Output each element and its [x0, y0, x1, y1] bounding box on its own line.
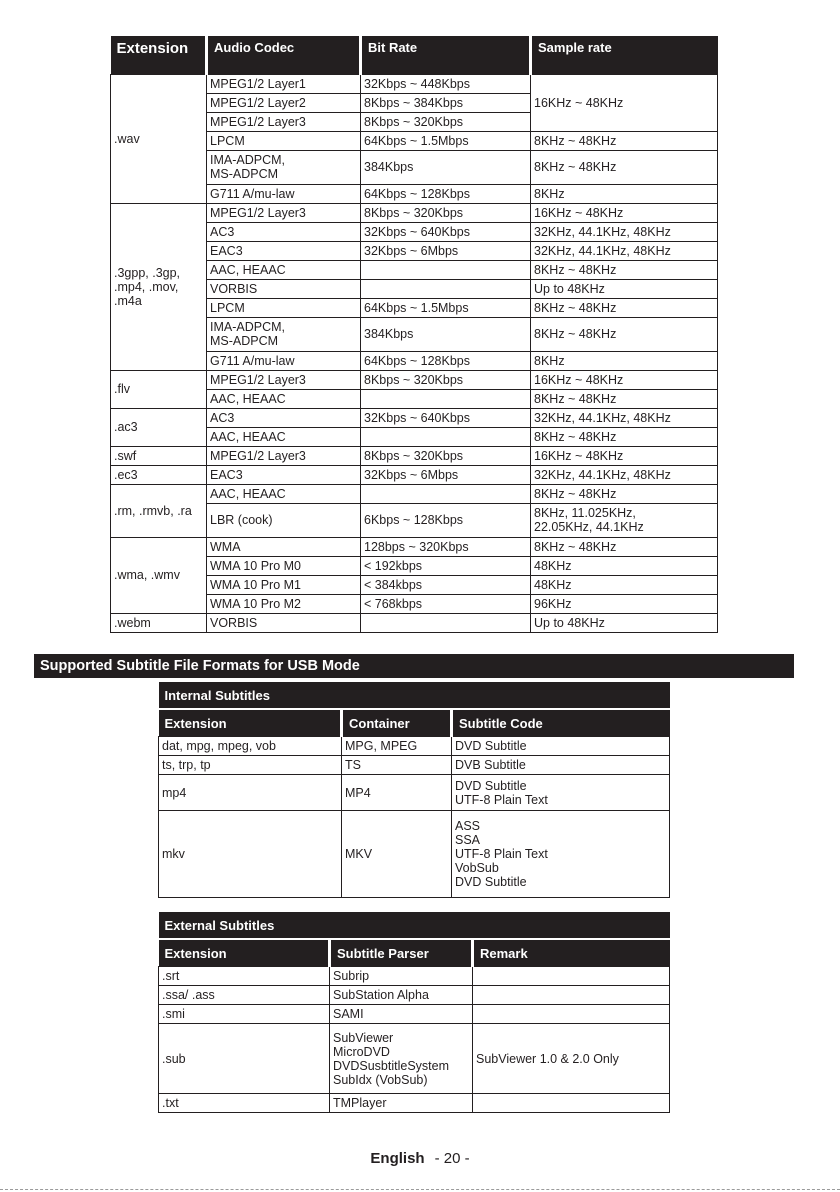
table-row: [159, 986, 670, 1005]
sample-rate-cell: 8KHz ~ 48KHz: [531, 427, 718, 446]
remark-cell: [473, 1005, 670, 1024]
bit-rate-cell: 8Kbps ~ 320Kbps: [361, 370, 531, 389]
bit-rate-cell: 384Kbps: [361, 317, 531, 351]
bit-rate-cell: 8Kbps ~ 320Kbps: [361, 112, 531, 131]
audio-codec-cell: VORBIS: [207, 613, 361, 632]
audio-codec-cell: AAC, HEAAC: [207, 260, 361, 279]
audio-codec-cell: WMA 10 Pro M0: [207, 556, 361, 575]
sample-rate-cell: 8KHz ~ 48KHz: [531, 260, 718, 279]
audio-codec-cell: AAC, HEAAC: [207, 389, 361, 408]
audio-codec-cell: LBR (cook): [207, 503, 361, 537]
page-number: - 20 -: [434, 1150, 470, 1167]
audio-codec-cell: WMA 10 Pro M2: [207, 594, 361, 613]
extension-cell: .ac3: [111, 408, 207, 446]
page-footer: [0, 1150, 840, 1167]
container-cell: MPG, MPEG: [342, 737, 452, 756]
sample-rate-cell: 32KHz, 44.1KHz, 48KHz: [531, 241, 718, 260]
bit-rate-cell: [361, 389, 531, 408]
header-sample-rate: Sample rate: [531, 36, 718, 74]
audio-codec-cell: MPEG1/2 Layer3: [207, 446, 361, 465]
bit-rate-cell: [361, 260, 531, 279]
extension-cell: .wma, .wmv: [111, 537, 207, 613]
bit-rate-cell: [361, 613, 531, 632]
internal-header-row: [159, 710, 670, 737]
audio-codec-table: [110, 36, 718, 633]
extension-cell: .ec3: [111, 465, 207, 484]
header-extension: Extension: [159, 710, 342, 737]
subtitle-code-cell: DVD Subtitle UTF-8 Plain Text: [452, 775, 670, 811]
audio-codec-cell: AAC, HEAAC: [207, 427, 361, 446]
audio-row: [111, 465, 718, 484]
audio-codec-cell: MPEG1/2 Layer1: [207, 74, 361, 93]
external-header-row: [159, 940, 670, 967]
sample-rate-cell: 32KHz, 44.1KHz, 48KHz: [531, 222, 718, 241]
audio-codec-cell: AC3: [207, 408, 361, 427]
audio-codec-cell: MPEG1/2 Layer3: [207, 112, 361, 131]
bit-rate-cell: 128bps ~ 320Kbps: [361, 537, 531, 556]
bit-rate-cell: 8Kbps ~ 320Kbps: [361, 446, 531, 465]
subtitle-parser-cell: SubStation Alpha: [330, 986, 473, 1005]
subtitle-code-cell: DVB Subtitle: [452, 756, 670, 775]
header-extension: Extension: [111, 36, 207, 74]
container-cell: TS: [342, 756, 452, 775]
bit-rate-cell: 64Kbps ~ 128Kbps: [361, 184, 531, 203]
sample-rate-cell: 8KHz ~ 48KHz: [531, 317, 718, 351]
audio-codec-cell: MPEG1/2 Layer2: [207, 93, 361, 112]
bit-rate-cell: < 768kbps: [361, 594, 531, 613]
audio-codec-cell: VORBIS: [207, 279, 361, 298]
subtitle-parser-cell: Subrip: [330, 967, 473, 986]
table-row: [159, 737, 670, 756]
sample-rate-cell: 32KHz, 44.1KHz, 48KHz: [531, 408, 718, 427]
sample-rate-cell: 8KHz: [531, 184, 718, 203]
internal-subtitles-table: [158, 682, 670, 898]
audio-row: [111, 408, 718, 427]
extension-cell: .srt: [159, 967, 330, 986]
remark-cell: SubViewer 1.0 & 2.0 Only: [473, 1024, 670, 1094]
bit-rate-cell: 32Kbps ~ 640Kbps: [361, 222, 531, 241]
header-subtitle-parser: Subtitle Parser: [330, 940, 473, 967]
extension-cell: .flv: [111, 370, 207, 408]
audio-row: [111, 74, 718, 93]
sample-rate-cell: 8KHz ~ 48KHz: [531, 389, 718, 408]
table-row: [159, 967, 670, 986]
sample-rate-cell: 8KHz ~ 48KHz: [531, 537, 718, 556]
header-subtitle-code: Subtitle Code: [452, 710, 670, 737]
header-bit-rate: Bit Rate: [361, 36, 531, 74]
extension-cell: .sub: [159, 1024, 330, 1094]
sample-rate-cell: 16KHz ~ 48KHz: [531, 74, 718, 131]
subtitle-parser-cell: SubViewer MicroDVD DVDSusbtitleSystem SubIdx (VobSub): [330, 1024, 473, 1094]
audio-codec-cell: WMA 10 Pro M1: [207, 575, 361, 594]
audio-codec-cell: IMA-ADPCM, MS-ADPCM: [207, 150, 361, 184]
bit-rate-cell: 8Kbps ~ 320Kbps: [361, 203, 531, 222]
sample-rate-cell: 8KHz ~ 48KHz: [531, 298, 718, 317]
extension-cell: ts, trp, tp: [159, 756, 342, 775]
table-row: [159, 1005, 670, 1024]
bit-rate-cell: [361, 279, 531, 298]
external-subtitles-table: [158, 912, 670, 1113]
extension-cell: .txt: [159, 1094, 330, 1113]
sample-rate-cell: 32KHz, 44.1KHz, 48KHz: [531, 465, 718, 484]
table-row: [159, 1024, 670, 1094]
subtitle-code-cell: ASS SSA UTF-8 Plain Text VobSub DVD Subtitle: [452, 811, 670, 898]
table-row: [159, 811, 670, 898]
audio-row: [111, 484, 718, 503]
audio-codec-cell: MPEG1/2 Layer3: [207, 370, 361, 389]
bit-rate-cell: [361, 427, 531, 446]
audio-table-header: [111, 36, 718, 74]
header-container: Container: [342, 710, 452, 737]
table-row: [159, 756, 670, 775]
audio-codec-cell: IMA-ADPCM, MS-ADPCM: [207, 317, 361, 351]
bit-rate-cell: 8Kbps ~ 384Kbps: [361, 93, 531, 112]
remark-cell: [473, 967, 670, 986]
sample-rate-cell: Up to 48KHz: [531, 279, 718, 298]
subtitle-code-cell: DVD Subtitle: [452, 737, 670, 756]
header-remark: Remark: [473, 940, 670, 967]
container-cell: MP4: [342, 775, 452, 811]
remark-cell: [473, 1094, 670, 1113]
extension-cell: dat, mpg, mpeg, vob: [159, 737, 342, 756]
audio-codec-cell: G711 A/mu-law: [207, 184, 361, 203]
remark-cell: [473, 986, 670, 1005]
subtitle-parser-cell: SAMI: [330, 1005, 473, 1024]
external-subtitles-caption: External Subtitles: [159, 912, 670, 938]
sample-rate-cell: 8KHz ~ 48KHz: [531, 484, 718, 503]
audio-row: [111, 537, 718, 556]
extension-cell: .webm: [111, 613, 207, 632]
subtitle-parser-cell: TMPlayer: [330, 1094, 473, 1113]
extension-cell: .ssa/ .ass: [159, 986, 330, 1005]
sample-rate-cell: 8KHz ~ 48KHz: [531, 150, 718, 184]
bit-rate-cell: 32Kbps ~ 6Mbps: [361, 241, 531, 260]
audio-row: [111, 203, 718, 222]
bit-rate-cell: < 384kbps: [361, 575, 531, 594]
audio-codec-cell: AAC, HEAAC: [207, 484, 361, 503]
bit-rate-cell: 64Kbps ~ 1.5Mbps: [361, 131, 531, 150]
extension-cell: mp4: [159, 775, 342, 811]
table-row: [159, 1094, 670, 1113]
header-extension: Extension: [159, 940, 330, 967]
container-cell: MKV: [342, 811, 452, 898]
extension-cell: .swf: [111, 446, 207, 465]
audio-codec-cell: G711 A/mu-law: [207, 351, 361, 370]
audio-row: [111, 446, 718, 465]
audio-codec-cell: LPCM: [207, 131, 361, 150]
bit-rate-cell: 32Kbps ~ 6Mbps: [361, 465, 531, 484]
sample-rate-cell: 16KHz ~ 48KHz: [531, 203, 718, 222]
audio-codec-cell: EAC3: [207, 465, 361, 484]
footer-language: English: [370, 1150, 425, 1167]
sample-rate-cell: 8KHz: [531, 351, 718, 370]
audio-codec-cell: WMA: [207, 537, 361, 556]
sample-rate-cell: 48KHz: [531, 556, 718, 575]
audio-codec-cell: EAC3: [207, 241, 361, 260]
audio-row: [111, 370, 718, 389]
page-edge-line: [0, 1189, 840, 1190]
audio-codec-cell: AC3: [207, 222, 361, 241]
extension-cell: .rm, .rmvb, .ra: [111, 484, 207, 537]
audio-codec-cell: LPCM: [207, 298, 361, 317]
sample-rate-cell: 16KHz ~ 48KHz: [531, 370, 718, 389]
sample-rate-cell: 16KHz ~ 48KHz: [531, 446, 718, 465]
bit-rate-cell: 64Kbps ~ 128Kbps: [361, 351, 531, 370]
section-title: Supported Subtitle File Formats for USB Mode: [34, 654, 794, 678]
extension-cell: .3gpp, .3gp, .mp4, .mov, .m4a: [111, 203, 207, 370]
bit-rate-cell: 6Kbps ~ 128Kbps: [361, 503, 531, 537]
bit-rate-cell: < 192kbps: [361, 556, 531, 575]
bit-rate-cell: 384Kbps: [361, 150, 531, 184]
audio-row: [111, 613, 718, 632]
sample-rate-cell: 48KHz: [531, 575, 718, 594]
extension-cell: .wav: [111, 74, 207, 203]
bit-rate-cell: [361, 484, 531, 503]
sample-rate-cell: 96KHz: [531, 594, 718, 613]
bit-rate-cell: 32Kbps ~ 640Kbps: [361, 408, 531, 427]
sample-rate-cell: 8KHz, 11.025KHz, 22.05KHz, 44.1KHz: [531, 503, 718, 537]
table-row: [159, 775, 670, 811]
header-audio-codec: Audio Codec: [207, 36, 361, 74]
audio-codec-cell: MPEG1/2 Layer3: [207, 203, 361, 222]
sample-rate-cell: 8KHz ~ 48KHz: [531, 131, 718, 150]
extension-cell: .smi: [159, 1005, 330, 1024]
internal-subtitles-caption: Internal Subtitles: [159, 682, 670, 708]
extension-cell: mkv: [159, 811, 342, 898]
bit-rate-cell: 32Kbps ~ 448Kbps: [361, 74, 531, 93]
bit-rate-cell: 64Kbps ~ 1.5Mbps: [361, 298, 531, 317]
sample-rate-cell: Up to 48KHz: [531, 613, 718, 632]
